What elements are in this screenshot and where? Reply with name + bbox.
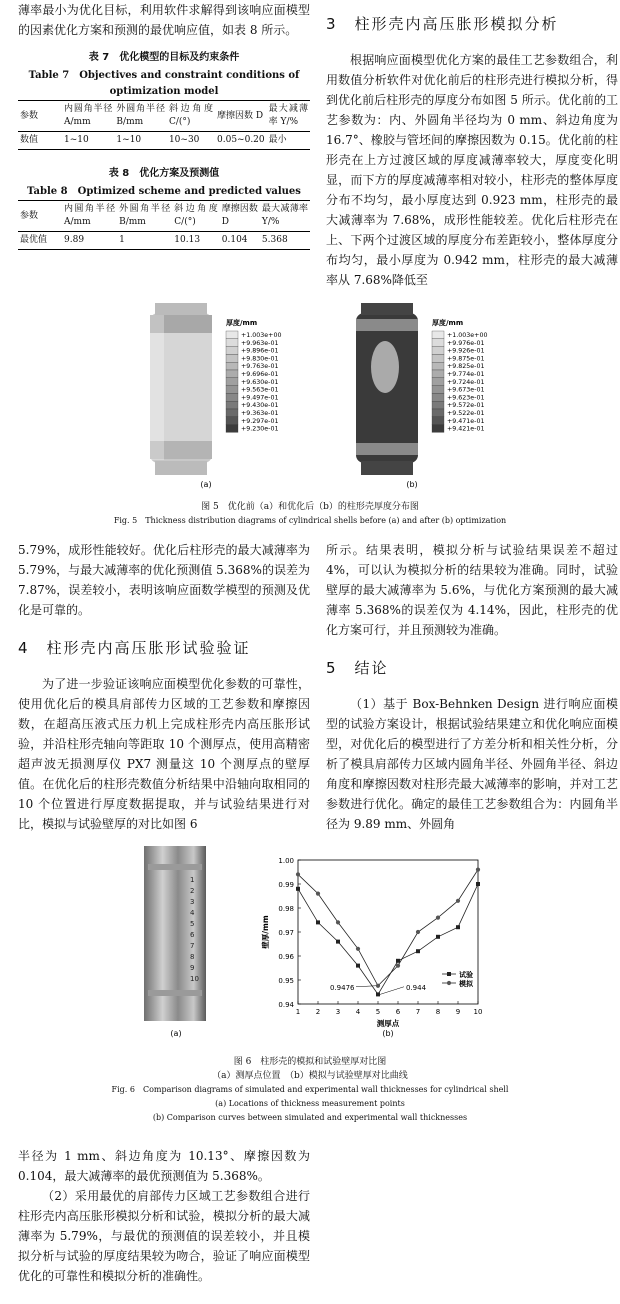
x-tick-label: 10	[473, 1008, 483, 1016]
photo-point-label: 3	[190, 898, 195, 906]
legend-a-value: +9.363e-01	[241, 410, 279, 417]
annotation-0: 0.9476	[330, 983, 355, 992]
table8-header: 内圆角半径 A/mm	[62, 201, 117, 232]
y-tick-label: 0.97	[278, 929, 294, 937]
legend-b	[432, 318, 487, 433]
legend-a-value: +9.430e-01	[241, 402, 279, 410]
photo-point-label: 4	[190, 909, 195, 917]
series-line-0	[298, 884, 478, 994]
x-axis-label: 测厚点	[376, 1019, 400, 1028]
legend-b-swatch	[432, 347, 444, 355]
table8-cell: 10.13	[172, 232, 219, 250]
photo-point-label: 7	[190, 942, 195, 950]
line-chart	[260, 857, 482, 1028]
table8-caption-en: Table 8 Optimized scheme and predicted values	[27, 186, 301, 197]
legend-marker-square	[447, 972, 451, 976]
series-line-1	[298, 870, 478, 986]
table7-header: 内圆角半径 A/mm	[62, 101, 114, 132]
x-tick-label: 8	[435, 1008, 441, 1016]
table8-row-label: 参数	[18, 201, 62, 232]
table8-cell: 5.368	[260, 232, 310, 250]
cylinder-a	[150, 303, 212, 475]
data-point-circle	[436, 916, 440, 920]
table7-cell: 最小	[267, 132, 310, 150]
table7	[18, 100, 310, 150]
legend-b-value: +1.003e+00	[447, 332, 488, 339]
legend-b-swatch	[432, 409, 444, 417]
legend-a-swatch	[226, 417, 238, 425]
legend-a-value: +9.297e-01	[241, 417, 279, 425]
data-point-circle	[456, 899, 460, 903]
figure5	[0, 295, 620, 495]
legend-a-swatch	[226, 331, 238, 339]
legend-b-title: 厚度/mm	[432, 319, 464, 327]
legend-a-swatch	[226, 347, 238, 355]
legend-a-swatch	[226, 378, 238, 386]
legend-b-value: +9.875e-01	[447, 355, 485, 363]
data-point-square	[456, 925, 460, 929]
photo-point-label: 8	[190, 953, 195, 961]
x-tick-label: 6	[395, 1008, 401, 1016]
fig6-caption-sub-cn: （a）测厚点位置 （b）模拟与试验壁厚对比曲线	[212, 1071, 408, 1081]
legend-b-swatch	[432, 370, 444, 378]
table7-value-label: 数值	[18, 132, 62, 150]
data-point-circle	[356, 947, 360, 951]
data-point-square	[476, 882, 480, 886]
legend-b-value: +9.522e-01	[447, 410, 485, 417]
photo-point-label: 9	[190, 964, 195, 972]
legend-a-value: +9.630e-01	[241, 378, 279, 386]
legend-a-swatch	[226, 393, 238, 401]
legend-a-swatch	[226, 370, 238, 378]
y-tick-label: 0.95	[278, 977, 294, 985]
table7-caption-en: Table 7 Objectives and constraint conditions of optimization model	[28, 70, 300, 97]
table7-header: 摩擦因数 D	[215, 101, 267, 132]
mid-right-paragraph: 所示。结果表明，模拟分析与试验结果误差不超过 4%，可以认为模拟分析的结果较为准确。同时，试验壁厚的最大减薄率为 5.6%，与优化方案预测的最大减薄率 5.368%的误差仅为 4.14%，因此，柱形壳的优化方案可行，并且预测较为准确。	[326, 543, 618, 637]
photo-point-label: 5	[190, 920, 195, 928]
legend-a-swatch	[226, 339, 238, 347]
fig5-label-b: (b)	[406, 480, 418, 489]
legend-marker-circle	[447, 981, 451, 985]
legend-b-swatch	[432, 354, 444, 362]
photo-point-label: 6	[190, 931, 195, 939]
table7-cell: 10~30	[167, 132, 215, 150]
data-point-square	[336, 940, 340, 944]
photo-cylinder	[144, 846, 206, 1021]
legend-a-value: +9.563e-01	[241, 386, 279, 394]
data-point-square	[316, 920, 320, 924]
photo-point-label: 10	[190, 975, 199, 983]
legend-b-value: +9.926e-01	[447, 347, 485, 355]
data-point-circle	[296, 872, 300, 876]
legend-b-value: +9.976e-01	[447, 339, 485, 347]
x-tick-label: 1	[295, 1008, 301, 1016]
legend-b-value: +9.572e-01	[447, 402, 485, 410]
legend-b-value: +9.825e-01	[447, 363, 485, 371]
legend-a	[226, 318, 281, 433]
annotation-1: 0.944	[406, 983, 427, 992]
bottom-paragraph-1: 半径为 1 mm、斜边角度为 10.13°、摩擦因数为 0.104，最大减薄率的最优预测值为 5.368%。	[18, 1149, 310, 1183]
fig6-caption-en-a: (a) Locations of thickness measurement points	[215, 1099, 405, 1108]
left-column-middle	[18, 540, 310, 834]
x-tick-label: 9	[455, 1008, 461, 1016]
data-point-circle	[376, 984, 380, 988]
legend-a-swatch	[226, 409, 238, 417]
left-column-top	[18, 0, 310, 250]
legend-label-1: 模拟	[459, 980, 473, 988]
fig5-caption-cn: 图 5 优化前（a）和优化后（b）的柱形壳厚度分布图	[201, 502, 419, 512]
y-tick-label: 0.98	[278, 905, 294, 913]
legend-b-swatch	[432, 331, 444, 339]
annotation-1-leader	[380, 987, 404, 995]
data-point-square	[356, 964, 360, 968]
section4-paragraph: 为了进一步验证该响应面模型优化参数的可靠性，使用优化后的模具肩部传力区域的工艺参数和摩擦因数，在超高压液式压力机上完成柱形壳内高压胀形试验，并沿柱形壳轴向等距取 10 个测厚点，使用高精密超声波无损测厚仪 PX7 测量这 10 个测厚点的壁厚值。在优化后的柱形壳数值分析结果中沿轴向取相同的 10 个位置进行厚度数据提取，并与试验结果进行对比，模拟与试验壁厚的对比如图 6	[18, 677, 310, 831]
data-point-circle	[336, 920, 340, 924]
table7-row-label: 参数	[18, 101, 62, 132]
data-point-square	[436, 935, 440, 939]
legend-a-swatch	[226, 386, 238, 394]
legend-b-swatch	[432, 393, 444, 401]
section5-heading: 5 结论	[326, 659, 389, 677]
legend-a-value: +9.896e-01	[241, 347, 279, 355]
section3-heading: 3 柱形壳内高压胀形模拟分析	[326, 15, 559, 33]
photo-point-label: 1	[190, 876, 195, 884]
table7-cell: 0.05~0.20	[215, 132, 267, 150]
fig6-label-a: (a)	[170, 1029, 182, 1038]
para-continuation: 薄率最小为优化目标，利用软件求解得到该响应面模型的因素优化方案和预测的最优响应值，如表 8 所示。	[18, 3, 310, 37]
data-point-circle	[416, 930, 420, 934]
x-tick-label: 5	[375, 1008, 381, 1016]
x-tick-label: 3	[335, 1008, 341, 1016]
legend-a-value: +9.963e-01	[241, 339, 279, 347]
legend-b-swatch	[432, 401, 444, 409]
legend-a-swatch	[226, 354, 238, 362]
legend-a-value: +9.763e-01	[241, 363, 279, 371]
legend-a-swatch	[226, 401, 238, 409]
y-tick-label: 0.99	[278, 881, 294, 889]
data-point-circle	[476, 868, 480, 872]
table7-header: 斜边角度 C/(°)	[167, 101, 215, 132]
legend-b-value: +9.623e-01	[447, 394, 485, 402]
table8-cell: 9.89	[62, 232, 117, 250]
table8-value-label: 最优值	[18, 232, 62, 250]
bottom-paragraph-2: （2）采用最优的肩部传力区域工艺参数组合进行柱形壳内高压胀形模拟分析和试验，模拟分析的最大减薄率为 5.79%，与最优的预测值的误差较小，并且模拟分析与试验的厚度结果较为吻合，验证了响应面模型优化的可靠性和模拟分析的准确性。	[18, 1189, 310, 1283]
left-column-bottom	[18, 1146, 310, 1286]
section4-heading: 4 柱形壳内高压胀形试验验证	[18, 639, 251, 657]
photo-point-label: 2	[190, 887, 195, 895]
table8-header: 外圆角半径 B/mm	[117, 201, 172, 232]
fig5-label-a: (a)	[200, 480, 212, 489]
fig6-caption	[0, 1055, 620, 1125]
table7-header: 最大减薄率 Y/%	[267, 101, 310, 132]
legend-b-value: +9.724e-01	[447, 378, 485, 386]
legend-b-swatch	[432, 362, 444, 370]
legend-b-value: +9.774e-01	[447, 371, 485, 378]
fig5-caption	[0, 500, 620, 528]
y-tick-label: 0.94	[278, 1001, 294, 1009]
right-column-middle	[326, 540, 618, 834]
fig6-caption-cn: 图 6 柱形壳的模拟和试验壁厚对比图	[233, 1057, 387, 1067]
section5-paragraph: （1）基于 Box-Behnken Design 进行响应面模型的试验方案设计，根据试验结果建立和优化响应面模型，对优化后的模型进行了方差分析和相关性分析，分析了模具肩部传力区域内圆角半径、外圆角半径、斜边角度和摩擦因数对柱形壳最大减薄率的影响，并对工艺参数进行优化。确定的最佳工艺参数组合为：内圆角半径为 9.89 mm、外圆角	[326, 697, 618, 831]
x-tick-label: 2	[315, 1008, 321, 1016]
y-tick-label: 0.96	[278, 953, 294, 961]
fig5-caption-en: Fig. 5 Thickness distribution diagrams of cylindrical shells before (a) and after (b) optimization	[113, 516, 507, 525]
fig6-label-b: (b)	[382, 1029, 394, 1038]
table8-caption-cn: 表 8 优化方案及预测值	[108, 168, 220, 179]
legend-a-value: +1.003e+00	[241, 332, 282, 339]
y-tick-label: 1.00	[278, 857, 294, 865]
x-tick-label: 4	[355, 1008, 361, 1016]
legend-b-swatch	[432, 417, 444, 425]
legend-a-value: +9.497e-01	[241, 394, 279, 402]
table8-header: 斜边角度 C/(°)	[172, 201, 219, 232]
data-point-square	[376, 992, 380, 996]
fig6-caption-en-b: (b) Comparison curves between simulated and experimental wall thicknesses	[152, 1113, 468, 1122]
legend-b-value: +9.471e-01	[447, 417, 485, 425]
fig6-caption-en: Fig. 6 Comparison diagrams of simulated and experimental wall thicknesses for cylindrical shell	[111, 1085, 509, 1094]
mid-left-paragraph: 5.79%，成形性能较好。优化后柱形壳的最大减薄率为 5.79%，与最大减薄率的优化预测值 5.368%的误差为 7.87%，误差较小，表明该响应面数学模型的预测及优化是可靠的。	[18, 543, 310, 617]
legend-a-title: 厚度/mm	[226, 319, 258, 327]
table8-header: 最大减薄率 Y/%	[260, 201, 310, 232]
legend-b-swatch	[432, 425, 444, 433]
table7-caption-cn: 表 7 优化模型的目标及约束条件	[88, 52, 240, 63]
legend-b-swatch	[432, 386, 444, 394]
legend-a-swatch	[226, 362, 238, 370]
x-tick-label: 7	[415, 1008, 421, 1016]
table8-cell: 1	[117, 232, 172, 250]
table7-header: 外圆角半径 B/mm	[114, 101, 167, 132]
legend-a-value: +9.830e-01	[241, 355, 279, 363]
cylinder-b	[356, 303, 418, 475]
y-axis-label: 壁厚/mm	[261, 915, 270, 949]
legend-label-0: 试验	[459, 971, 473, 979]
table8-cell: 0.104	[220, 232, 260, 250]
legend-a-value: +9.230e-01	[241, 425, 279, 433]
right-column-top	[326, 0, 618, 290]
data-point-square	[296, 887, 300, 891]
legend-a-value: +9.696e-01	[241, 371, 279, 378]
legend-b-swatch	[432, 339, 444, 347]
section3-paragraph: 根据响应面模型优化方案的最佳工艺参数组合，利用数值分析软件对优化前后的柱形壳进行模拟分析，得到优化前后柱形壳的厚度分布如图 5 所示。优化前的工艺参数为：内、外圆角半径均为 0 mm、斜边角度为 16.7°、橡胶与管坯间的摩擦因数为 0.15。优化前的柱形壳在上方过渡区域的厚度减薄率较大，厚度变化明显，而下方的厚度减薄率相对较小，柱形壳的整体厚度分布不均匀，最小厚度达到 0.923 mm，柱形壳的最大减薄率为 7.68%，成形性能较差。优化后柱形壳在上、下两个过渡区域的厚度分布差距较小，整体厚度分布均匀，最小厚度为 0.942 mm，柱形壳的最大减薄率从 7.68%降低至	[326, 53, 618, 287]
legend-b-value: +9.673e-01	[447, 386, 485, 394]
table8	[18, 200, 310, 250]
legend-b-value: +9.421e-01	[447, 425, 485, 433]
table7-cell: 1~10	[114, 132, 167, 150]
legend-a-swatch	[226, 425, 238, 433]
data-point-circle	[396, 964, 400, 968]
figure6	[0, 840, 620, 1040]
data-point-square	[416, 949, 420, 953]
data-point-circle	[316, 892, 320, 896]
table8-header: 摩擦因数 D	[220, 201, 260, 232]
table7-cell: 1~10	[62, 132, 114, 150]
data-point-square	[396, 959, 400, 963]
legend-b-swatch	[432, 378, 444, 386]
